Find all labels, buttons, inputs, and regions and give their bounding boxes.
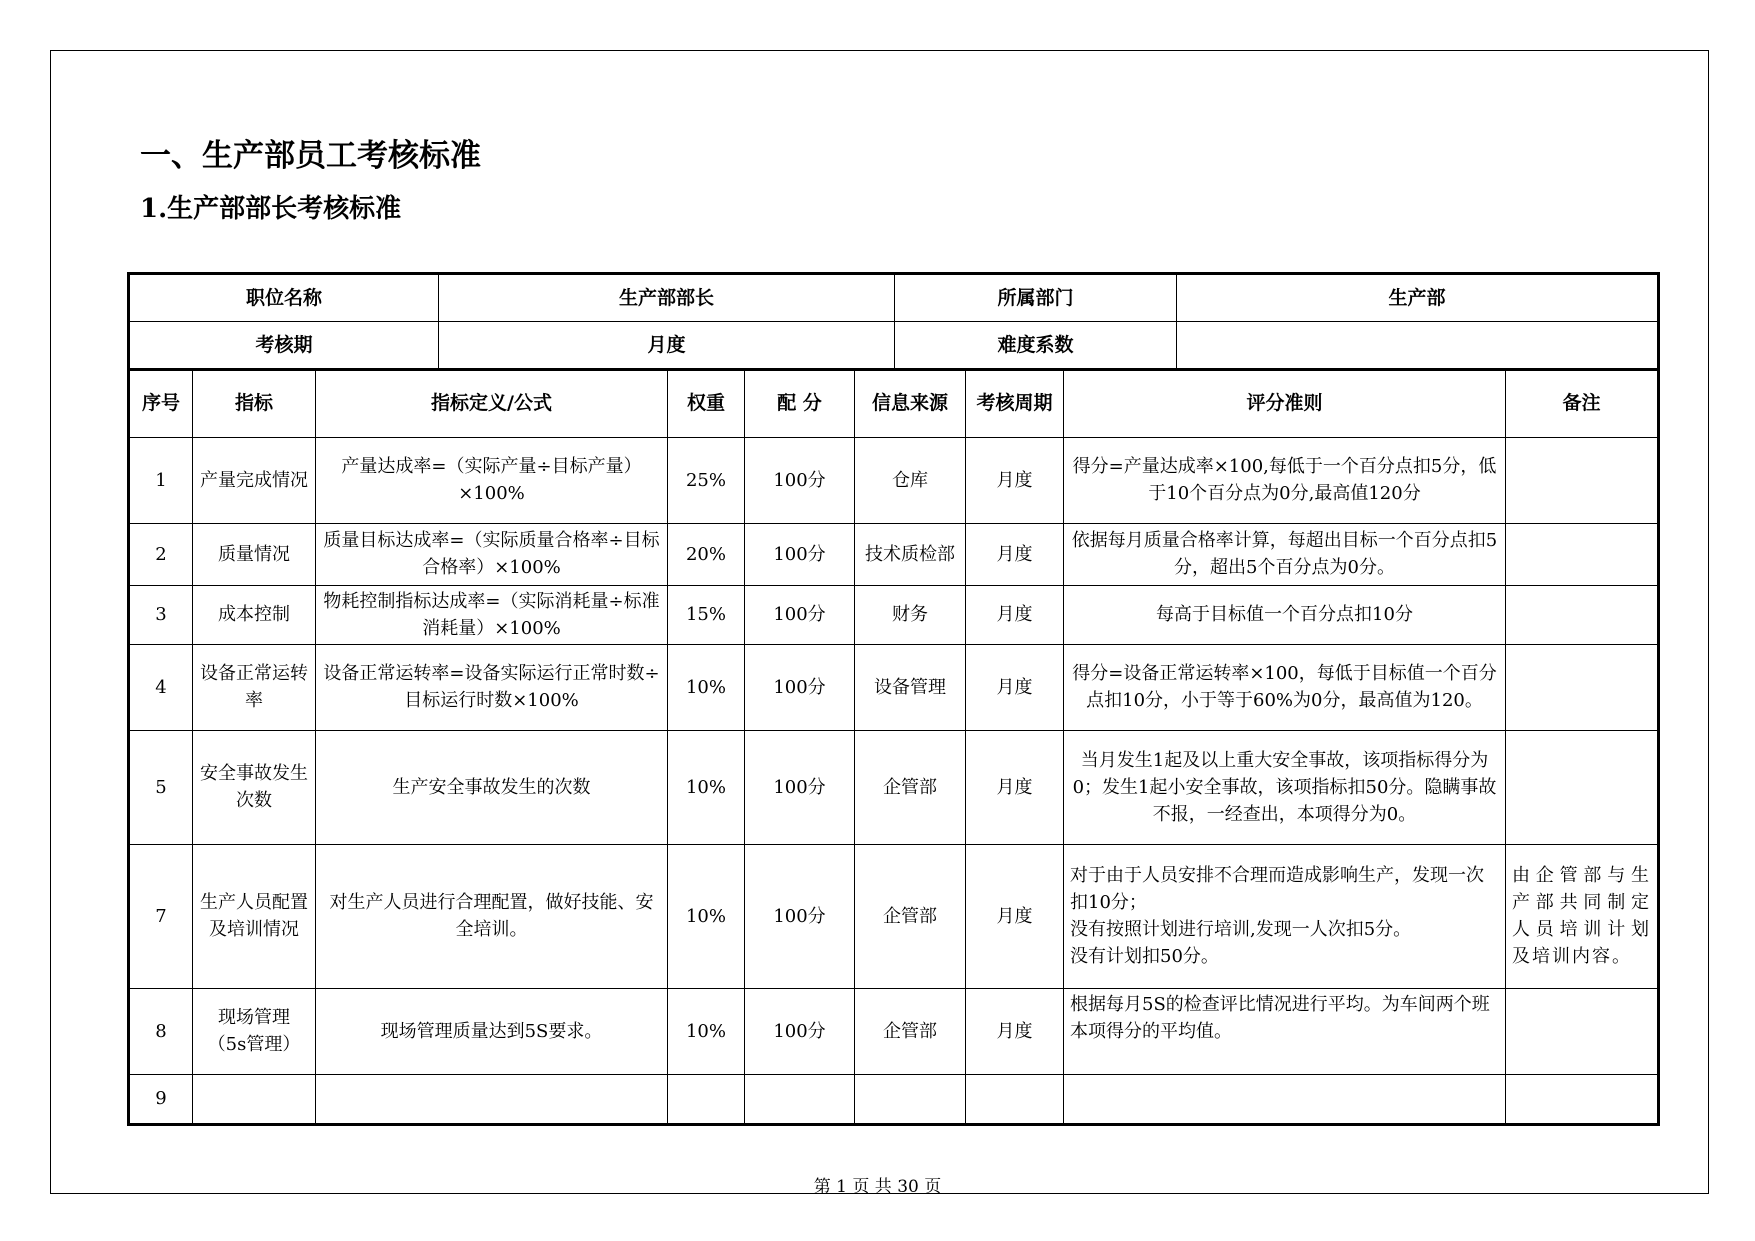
position-info-table (127, 272, 1660, 371)
row-source: 企管部 (855, 730, 966, 844)
row-rule: 依据每月质量合格率计算，每超出目标一个百分点扣5分，超出5个百分点为0分。 (1064, 523, 1506, 585)
row-weight (668, 1074, 745, 1124)
col-rule: 评分准则 (1064, 369, 1506, 437)
row-rule (1064, 1074, 1506, 1124)
row-indicator: 成本控制 (193, 585, 316, 644)
table-row (129, 437, 1659, 523)
page-number: 第 1 页 共 30 页 (813, 1177, 942, 1197)
row-cycle: 月度 (966, 523, 1064, 585)
row-note (1506, 585, 1659, 644)
row-seq: 2 (129, 523, 193, 585)
row-cycle: 月度 (966, 644, 1064, 730)
row-note (1506, 988, 1659, 1074)
period-label: 考核期 (129, 322, 439, 370)
row-seq: 1 (129, 437, 193, 523)
row-note (1506, 437, 1659, 523)
row-note (1506, 1074, 1659, 1124)
row-weight: 10% (668, 988, 745, 1074)
row-weight: 10% (668, 844, 745, 988)
difficulty-value (1177, 322, 1659, 370)
row-rule: 对于由于人员安排不合理而造成影响生产，发现一次扣10分； 没有按照计划进行培训,发现一人次扣5分。 没有计划扣50分。 (1064, 844, 1506, 988)
row-score: 100分 (745, 437, 855, 523)
table-row (129, 585, 1659, 644)
row-note: 由企管部与生产部共同制定人员培训计划及培训内容。 (1506, 844, 1659, 988)
row-cycle: 月度 (966, 844, 1064, 988)
row-source: 技术质检部 (855, 523, 966, 585)
row-seq: 3 (129, 585, 193, 644)
row-source: 仓库 (855, 437, 966, 523)
table-header-row (129, 369, 1659, 437)
row-seq: 7 (129, 844, 193, 988)
row-source: 财务 (855, 585, 966, 644)
row-definition: 现场管理质量达到5S要求。 (316, 988, 668, 1074)
position-row (129, 274, 1659, 322)
row-definition: 设备正常运转率=设备实际运行正常时数÷目标运行时数×100% (316, 644, 668, 730)
row-score: 100分 (745, 988, 855, 1074)
row-cycle (966, 1074, 1064, 1124)
row-seq: 9 (129, 1074, 193, 1124)
row-rule: 当月发生1起及以上重大安全事故，该项指标得分为0；发生1起小安全事故，该项指标扣50分。隐瞒事故不报，一经查出，本项得分为0。 (1064, 730, 1506, 844)
col-note: 备注 (1506, 369, 1659, 437)
row-cycle: 月度 (966, 988, 1064, 1074)
position-label: 职位名称 (129, 274, 439, 322)
row-rule: 得分=设备正常运转率×100，每低于目标值一个百分点扣10分，小于等于60%为0分，最高值为120。 (1064, 644, 1506, 730)
row-weight: 25% (668, 437, 745, 523)
row-score: 100分 (745, 730, 855, 844)
row-score: 100分 (745, 523, 855, 585)
row-indicator: 安全事故发生次数 (193, 730, 316, 844)
table-row (129, 988, 1659, 1074)
row-score: 100分 (745, 844, 855, 988)
table-row (129, 730, 1659, 844)
assessment-table (127, 368, 1660, 1126)
row-indicator: 产量完成情况 (193, 437, 316, 523)
col-cycle: 考核周期 (966, 369, 1064, 437)
row-weight: 20% (668, 523, 745, 585)
period-value: 月度 (439, 322, 895, 370)
row-definition: 物耗控制指标达成率=（实际消耗量÷标准消耗量）×100% (316, 585, 668, 644)
table-row (129, 844, 1659, 988)
row-weight: 10% (668, 644, 745, 730)
row-source: 企管部 (855, 988, 966, 1074)
row-definition: 质量目标达成率=（实际质量合格率÷目标合格率）×100% (316, 523, 668, 585)
row-indicator: 生产人员配置及培训情况 (193, 844, 316, 988)
row-rule: 每高于目标值一个百分点扣10分 (1064, 585, 1506, 644)
col-definition: 指标定义/公式 (316, 369, 668, 437)
col-weight: 权重 (668, 369, 745, 437)
row-score (745, 1074, 855, 1124)
row-seq: 8 (129, 988, 193, 1074)
row-definition: 生产安全事故发生的次数 (316, 730, 668, 844)
table-row (129, 644, 1659, 730)
difficulty-label: 难度系数 (895, 322, 1177, 370)
col-indicator: 指标 (193, 369, 316, 437)
row-weight: 15% (668, 585, 745, 644)
col-source: 信息来源 (855, 369, 966, 437)
row-definition (316, 1074, 668, 1124)
row-score: 100分 (745, 585, 855, 644)
row-source: 设备管理 (855, 644, 966, 730)
row-source (855, 1074, 966, 1124)
row-seq: 4 (129, 644, 193, 730)
table-row (129, 1074, 1659, 1124)
position-value: 生产部部长 (439, 274, 895, 322)
row-weight: 10% (668, 730, 745, 844)
period-row (129, 322, 1659, 370)
row-indicator: 质量情况 (193, 523, 316, 585)
page-title: 一、生产部员工考核标准 (140, 138, 481, 174)
row-note (1506, 730, 1659, 844)
row-score: 100分 (745, 644, 855, 730)
row-indicator: 设备正常运转率 (193, 644, 316, 730)
row-rule: 根据每月5S的检查评比情况进行平均。为车间两个班本项得分的平均值。 (1064, 988, 1506, 1074)
row-indicator: 现场管理（5s管理） (193, 988, 316, 1074)
row-cycle: 月度 (966, 730, 1064, 844)
col-seq: 序号 (129, 369, 193, 437)
row-cycle: 月度 (966, 437, 1064, 523)
row-rule: 得分=产量达成率×100,每低于一个百分点扣5分，低于10个百分点为0分,最高值120分 (1064, 437, 1506, 523)
row-source: 企管部 (855, 844, 966, 988)
row-definition: 产量达成率=（实际产量÷目标产量）×100% (316, 437, 668, 523)
row-cycle: 月度 (966, 585, 1064, 644)
row-indicator (193, 1074, 316, 1124)
row-note (1506, 523, 1659, 585)
col-score: 配 分 (745, 369, 855, 437)
section-title: 1.生产部部长考核标准 (140, 194, 402, 224)
row-seq: 5 (129, 730, 193, 844)
row-note (1506, 644, 1659, 730)
table-row (129, 523, 1659, 585)
department-value: 生产部 (1177, 274, 1659, 322)
row-definition: 对生产人员进行合理配置，做好技能、安全培训。 (316, 844, 668, 988)
department-label: 所属部门 (895, 274, 1177, 322)
